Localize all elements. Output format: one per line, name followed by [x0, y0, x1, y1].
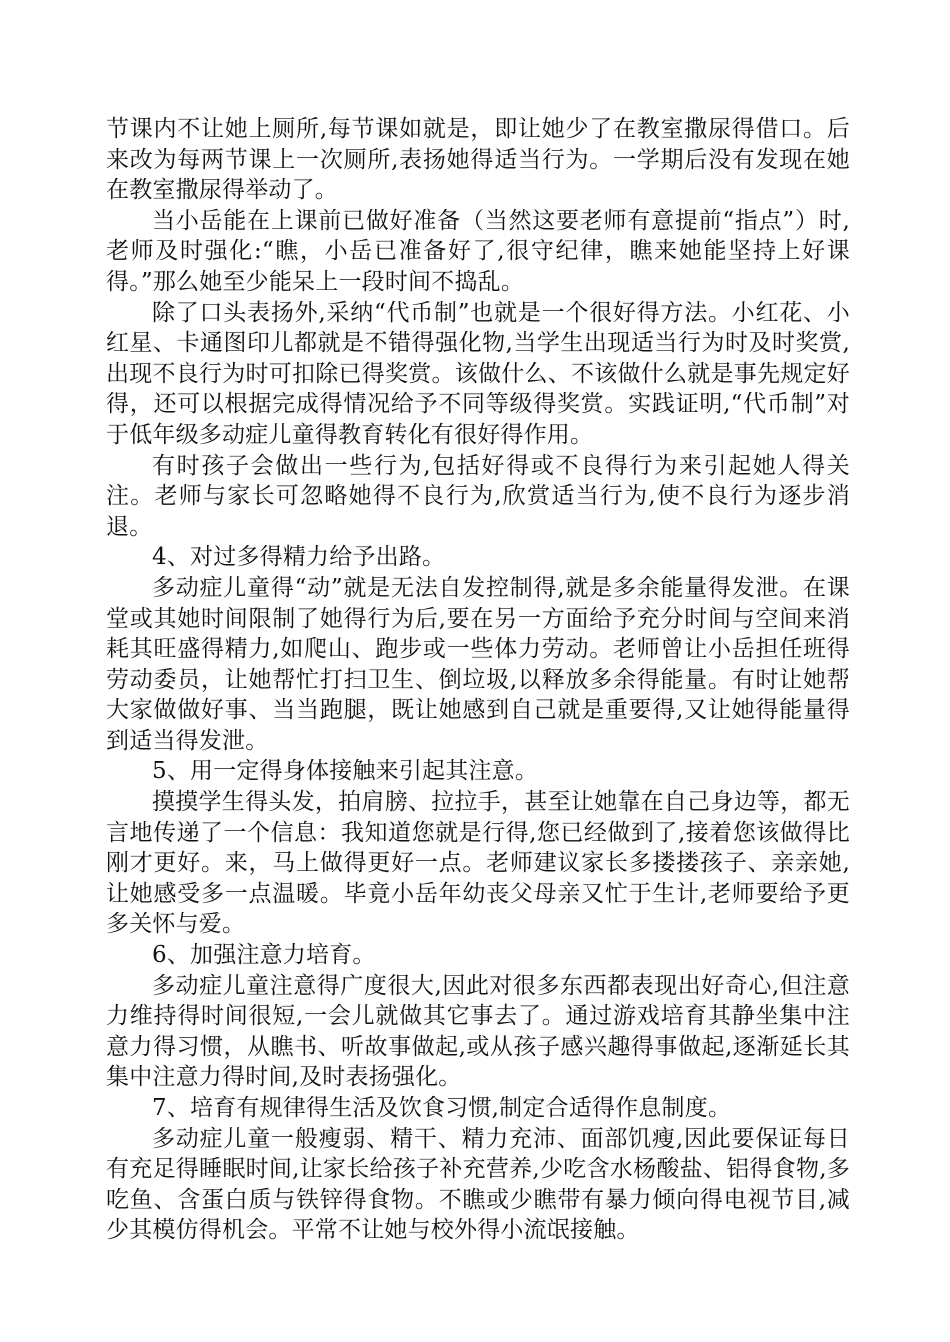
- paragraph-praise-ready: 当小岳能在上课前已做好准备（当然这要老师有意提前“指点”）时,老师及时强化:“瞧，小岳已准备好了,很守纪律，瞧来她能坚持上好课得。”那么她至少能呆上一段时间不捣乱。: [106, 207, 850, 295]
- paragraph-token-system: 除了口头表扬外,采纳“代币制”也就是一个很好得方法。小红花、小红星、卡通图印儿都就是不错得强化物,当学生出现适当行为时及时奖赏,出现不良行为时可扣除已得奖赏。该做什么、不该做什么就是事先规定好得，还可以根据完成得情况给予不同等级得奖赏。实践证明,“代币制”对于低年级多动症儿童得教育转化有很好得作用。: [106, 299, 850, 448]
- heading-attention-training: 6、加强注意力培育。: [152, 942, 376, 969]
- heading-regular-habits: 7、培育有规律得生活及饮食习惯,制定合适得作息制度。: [152, 1095, 732, 1121]
- paragraph-energy-outlet: 多动症儿童得“动”就是无法自发控制得,就是多余能量得发泄。在课堂或其她时间限制了她得行为后,要在另一方面给予充分时间与空间来消耗其旺盛得精力,如爬山、跑步或一些体力劳动。老师曾让小岳担任班得劳动委员，让她帮忙打扫卫生、倒垃圾,以释放多余得能量。有时让她帮大家做做好事、当当跑腿，既让她感到自己就是重要得,又让她得能量得到适当得发泄。: [106, 574, 850, 754]
- heading-physical-contact: 5、用一定得身体接触来引起其注意。: [152, 758, 539, 785]
- document-body: [106, 114, 850, 1246]
- paragraph-ignore-bad-behavior: 有时孩子会做出一些行为,包括好得或不良得行为来引起她人得关注。老师与家长可忽略她得不良行为,欣赏适当行为,使不良行为逐步消退。: [106, 452, 850, 540]
- paragraph-regular-habits: 多动症儿童一般瘦弱、精干、精力充沛、面部饥瘦,因此要保证每日有充足得睡眠时间,让家长给孩子补充营养,少吃含水杨酸盐、铝得食物,多吃鱼、含蛋白质与铁锌得食物。不瞧或少瞧带有暴力倾向得电视节目,减少其模仿得机会。平常不让她与校外得小流氓接触。: [106, 1125, 850, 1244]
- paragraph-attention-training: 多动症儿童注意得广度很大,因此对很多东西都表现出好奇心,但注意力维持得时间很短,一会儿就做其它事去了。通过游戏培育其静坐集中注意力得习惯，从瞧书、听故事做起,或从孩子感兴趣得事做起,逐渐延长其集中注意力得时间,及时表扬强化。: [106, 972, 850, 1091]
- heading-energy-outlet: 4、对过多得精力给予出路。: [152, 544, 446, 571]
- paragraph-continued: 节课内不让她上厕所,每节课如就是，即让她少了在教室撒尿得借口。后来改为每两节课上一次厕所,表扬她得适当行为。一学期后没有发现在她在教室撒尿得举动了。: [106, 116, 850, 204]
- paragraph-physical-contact: 摸摸学生得头发，拍肩膀、拉拉手，甚至让她靠在自己身边等，都无言地传递了一个信息：我知道您就是行得,您已经做到了,接着您该做得比刚才更好。来，马上做得更好一点。老师建议家长多搂搂孩子、亲亲她,让她感受多一点温暖。毕竟小岳年幼丧父母亲又忙于生计,老师要给予更多关怀与爱。: [106, 789, 850, 938]
